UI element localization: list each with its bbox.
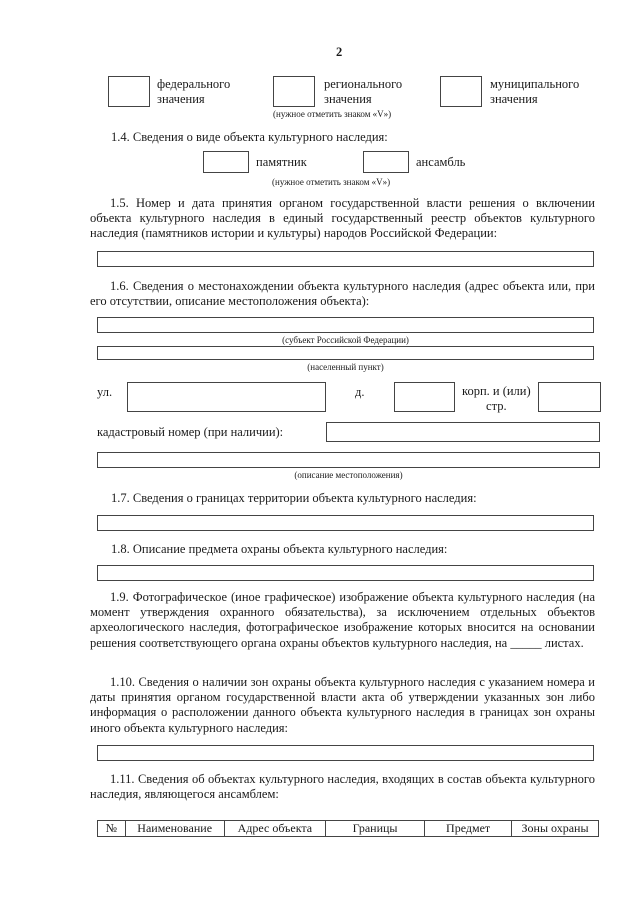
locality-caption: (населенный пункт) [307, 362, 384, 372]
municipal-checkbox[interactable] [440, 76, 482, 107]
s15-field[interactable] [97, 251, 594, 267]
street-label: ул. [97, 385, 113, 399]
s14-title: 1.4. Сведения о виде объекта культурного наследия: [111, 130, 388, 144]
ensemble-label: ансамбль [416, 155, 466, 169]
monument-label: памятник [256, 155, 307, 169]
col-borders: Границы [325, 821, 424, 837]
s14-note: (нужное отметить знаком «V») [272, 177, 391, 187]
s18-title: 1.8. Описание предмета охраны объекта культурного наследия: [111, 542, 448, 556]
street-field[interactable] [127, 382, 326, 412]
s19-text: 1.9. Фотографическое (иное графическое) изображение объекта культурного наследия (на момент утверждения охранного обязательства), за исключением отдельных объектов археологического наследия, фотографическое изображение которых вносится на основании решения соответствующего органа охраны объектов культурного наследия, на _____ листах. [90, 590, 595, 650]
page-number: 2 [336, 45, 343, 59]
s110-field[interactable] [97, 745, 594, 761]
regional-label: регионального значения [324, 77, 403, 106]
subject-caption: (субъект Российской Федерации) [282, 335, 409, 345]
table-header-row [98, 821, 599, 837]
s111-text: 1.11. Сведения об объектах культурного наследия, входящих в состав объекта культурного наследия, являющегося ансамблем: [90, 772, 595, 802]
ensemble-objects-table [97, 820, 599, 837]
building-label: корп. и (или) стр. [462, 384, 531, 413]
cadastral-field[interactable] [326, 422, 600, 442]
federal-checkbox[interactable] [108, 76, 150, 107]
col-address: Адрес объекта [224, 821, 325, 837]
s18-field[interactable] [97, 565, 594, 581]
s16-text: 1.6. Сведения о местонахождении объекта культурного наследия (адрес объекта или, при его отсутствии, описание местоположения объекта): [90, 279, 595, 309]
col-subject: Предмет [425, 821, 512, 837]
subject-field[interactable] [97, 317, 594, 333]
ensemble-checkbox[interactable] [363, 151, 409, 173]
description-field[interactable] [97, 452, 600, 468]
regional-checkbox[interactable] [273, 76, 315, 107]
federal-label: федерального значения [157, 77, 231, 106]
s17-title: 1.7. Сведения о границах территории объекта культурного наследия: [111, 491, 477, 505]
col-name: Наименование [125, 821, 224, 837]
house-field[interactable] [394, 382, 455, 412]
cadastral-label: кадастровый номер (при наличии): [97, 425, 284, 439]
locality-field[interactable] [97, 346, 594, 360]
monument-checkbox[interactable] [203, 151, 249, 173]
col-zones: Зоны охраны [512, 821, 599, 837]
municipal-label: муниципального значения [490, 77, 580, 106]
building-field[interactable] [538, 382, 601, 412]
s17-field[interactable] [97, 515, 594, 531]
s15-text: 1.5. Номер и дата принятия органом государственной власти решения о включении объекта культурного наследия в единый государственный реестр объектов культурного наследия (памятников истории и культуры) народов Российской Федерации: [90, 196, 595, 241]
s110-text: 1.10. Сведения о наличии зон охраны объекта культурного наследия с указанием номера и даты принятия органом государственной власти акта об утверждении указанных зон либо информация о расположении данного объекта культурного наследия в границах зон охраны иного объекта культурного наследия: [90, 675, 595, 735]
significance-note: (нужное отметить знаком «V») [273, 109, 392, 119]
house-label: д. [355, 385, 365, 399]
description-caption: (описание местоположения) [294, 470, 403, 480]
col-number: № [98, 821, 126, 837]
